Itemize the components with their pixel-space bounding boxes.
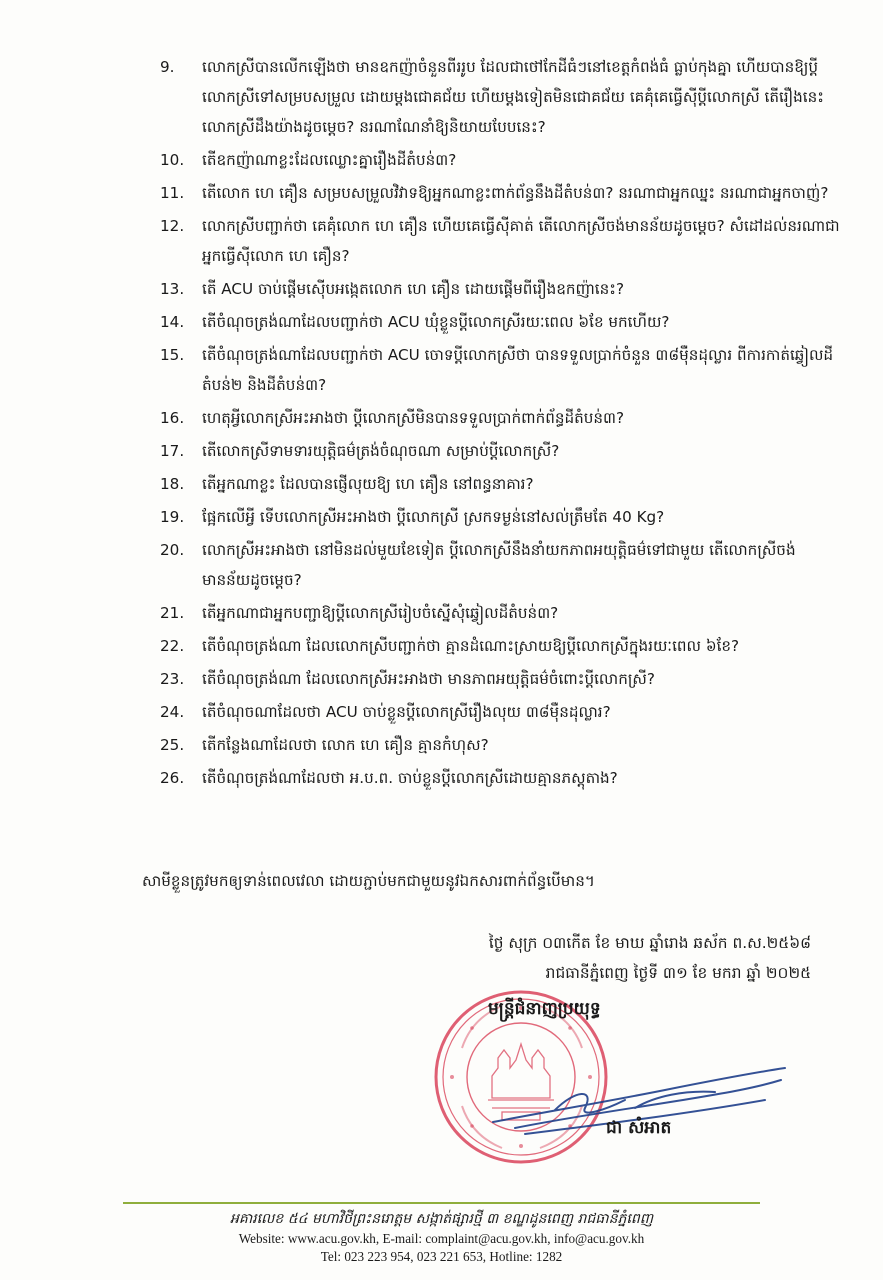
question-number: 11. bbox=[160, 184, 185, 202]
question-item bbox=[160, 535, 840, 595]
question-item bbox=[160, 403, 840, 433]
question-text: តើកន្លែងណាដែលថា លោក ហេ គឿន គ្មានកំហុស? bbox=[202, 736, 489, 754]
footer-contacts: Website: www.acu.gov.kh, E-mail: complaint@acu.gov.kh, info@acu.gov.kh bbox=[238, 1231, 645, 1246]
question-number: 10. bbox=[160, 151, 185, 169]
question-number: 18. bbox=[160, 475, 185, 493]
question-text: ហេតុអ្វីលោកស្រីអះអាងថា ប្ដីលោកស្រីមិនបានទទួលប្រាក់ពាក់ព័ន្ធដីតំបន់៣? bbox=[202, 409, 625, 427]
question-text: តើចំណុចត្រង់ណាដែលបញ្ជាក់ថា ACU ឃុំខ្លួនប្ដីលោកស្រីរយៈពេល ៦ខែ មកហើយ? bbox=[202, 313, 670, 331]
footer-address: អគារលេខ ៥៤ មហាវិថីព្រះនរោត្តម សង្កាត់ផ្សារថ្មី ៣ ខណ្ឌដូនពេញ រាជធានីភ្នំពេញ bbox=[229, 1211, 654, 1227]
question-item bbox=[160, 697, 840, 727]
question-item bbox=[160, 502, 840, 532]
footer-phone: Tel: 023 223 954, 023 221 653, Hotline: 1282 bbox=[320, 1249, 563, 1264]
question-text: តើចំណុចត្រង់ណាដែលថា អ.ប.ព. ចាប់ខ្លួនប្ដីលោកស្រីដោយគ្មានភស្តុតាង? bbox=[202, 769, 618, 787]
solar-date: រាជធានីភ្នំពេញ ថ្ងៃទី ៣១ ខែ មករា ឆ្នាំ ២០២៥ bbox=[545, 964, 811, 982]
question-item bbox=[160, 178, 840, 208]
question-text: លោកស្រីបញ្ជាក់ថា គេគុំលោក ហេ គឿន ហើយគេធ្វើស៊ីគាត់ តើលោកស្រីចង់មានន័យដូចម្ដេច? សំដៅដល់នរណាជាអ្នកធ្វើស៊ីលោក ហេ គឿន? bbox=[202, 217, 840, 265]
question-number: 9. bbox=[160, 58, 175, 76]
question-item bbox=[160, 469, 840, 499]
question-item bbox=[160, 307, 840, 337]
question-text: តើចំណុចណាដែលថា ACU ចាប់ខ្លួនប្ដីលោកស្រីរឿងលុយ ៣៨ម៉ឺនដុល្លារ? bbox=[202, 703, 611, 721]
question-number: 20. bbox=[160, 541, 185, 559]
question-item bbox=[160, 145, 840, 175]
question-text: ផ្អែកលើអ្វី ទើបលោកស្រីអះអាងថា ប្ដីលោកស្រី ស្រកទម្ងន់នៅសល់ត្រឹមតែ 40 Kg? bbox=[202, 508, 665, 526]
question-number: 22. bbox=[160, 637, 185, 655]
lunar-date: ថ្ងៃ សុក្រ ០៣កើត ខែ មាឃ ឆ្នាំរោង ឆស័ក ព.ស.២៥៦៨ bbox=[488, 934, 811, 952]
question-item bbox=[160, 52, 840, 142]
signatory-name: ជា សំអាត bbox=[606, 1118, 672, 1138]
question-item bbox=[160, 436, 840, 466]
question-text: តើចំណុចត្រង់ណា ដែលលោកស្រីអះអាងថា មានភាពអយុត្តិធម៌ចំពោះប្ដីលោកស្រី? bbox=[202, 670, 655, 688]
question-text: តើលោក ហេ គឿន សម្របសម្រួលវិវាទឱ្យអ្នកណាខ្លះពាក់ព័ន្ធនឹងដីតំបន់៣? នរណាជាអ្នកឈ្នះ នរណាជាអ្នកចាញ់? bbox=[202, 184, 829, 202]
question-text: តើចំណុចត្រង់ណាដែលបញ្ជាក់ថា ACU ចោទប្ដីលោកស្រីថា បានទទួលប្រាក់ចំនួន ៣៨ម៉ឺនដុល្លារ ពីការកាត់ឆ្វៀលដីតំបន់២ និងដីតំបន់៣? bbox=[202, 346, 834, 394]
question-number: 24. bbox=[160, 703, 185, 721]
question-text: តើលោកស្រីទាមទារយុត្តិធម៌ត្រង់ចំណុចណា សម្រាប់ប្ដីលោកស្រី? bbox=[202, 442, 560, 460]
question-number: 14. bbox=[160, 313, 185, 331]
question-item bbox=[160, 730, 840, 760]
question-number: 13. bbox=[160, 280, 185, 298]
closing-instruction: សាមីខ្លួនត្រូវមកឲ្យទាន់ពេលវេលា ដោយភ្ជាប់មកជាមួយនូវឯកសារពាក់ព័ន្ធបើមាន។ bbox=[142, 872, 595, 890]
question-text: តើអ្នកណាជាអ្នកបញ្ជាឱ្យប្ដីលោកស្រីរៀបចំស្នើសុំឆ្វៀលដីតំបន់៣? bbox=[202, 604, 559, 622]
question-text: តើឧកញ៉ាណាខ្លះដែលឈ្លោះគ្នារឿងដីតំបន់៣? bbox=[202, 151, 457, 169]
question-item bbox=[160, 664, 840, 694]
signatory-title: មន្ត្រីជំនាញប្រយុទ្ធ bbox=[488, 999, 601, 1019]
footer-divider bbox=[123, 1202, 760, 1204]
question-number: 26. bbox=[160, 769, 185, 787]
question-text: លោកស្រីអះអាងថា នៅមិនដល់មួយខែទៀត ប្ដីលោកស្រីនឹងនាំយកភាពអយុត្តិធម៌ទៅជាមួយ តើលោកស្រីចង់មានន័យដូចម្ដេច? bbox=[202, 541, 796, 589]
question-number: 17. bbox=[160, 442, 185, 460]
question-number: 25. bbox=[160, 736, 185, 754]
question-number: 12. bbox=[160, 217, 185, 235]
footer bbox=[123, 1208, 760, 1266]
question-number: 21. bbox=[160, 604, 185, 622]
question-number: 15. bbox=[160, 346, 185, 364]
question-number: 23. bbox=[160, 670, 185, 688]
question-item bbox=[160, 631, 840, 661]
question-text: តើអ្នកណាខ្លះ ដែលបានផ្ញើលុយឱ្យ ហេ គឿន នៅពន្ធនាគារ? bbox=[202, 475, 534, 493]
question-item bbox=[160, 274, 840, 304]
question-item bbox=[160, 211, 840, 271]
question-number: 19. bbox=[160, 508, 185, 526]
date-block bbox=[489, 928, 811, 988]
question-text: តើចំណុចត្រង់ណា ដែលលោកស្រីបញ្ជាក់ថា គ្មានដំណោះស្រាយឱ្យប្ដីលោកស្រីក្នុងរយៈពេល ៦ខែ? bbox=[202, 637, 740, 655]
question-text: លោកស្រីបានលើកឡើងថា មានឧកញ៉ាចំនួនពីររូប ដែលជាថៅកែដីធំៗនៅខេត្តកំពង់ធំ ធ្លាប់កុងគ្នា ហើយបានឱ្យប្ដីលោកស្រីទៅសម្របសម្រួល ដោយម្ដងជោគជ័យ ហើយម្ដងទៀតមិនជោគជ័យ គេគុំគេធ្វើស៊ីប្ដីលោកស្រី តើរឿងនេះលោកស្រីដឹងយ៉ាងដូចម្ដេច? នរណាណែនាំឱ្យនិយាយបែបនេះ? bbox=[202, 58, 824, 136]
question-list bbox=[160, 52, 840, 796]
question-item bbox=[160, 763, 840, 793]
question-item bbox=[160, 598, 840, 628]
question-number: 16. bbox=[160, 409, 185, 427]
question-item bbox=[160, 340, 840, 400]
question-text: តើ ACU ចាប់ផ្ដើមស៊ើបអង្កេតលោក ហេ គឿន ដោយផ្ដើមពីរឿងឧកញ៉ានេះ? bbox=[202, 280, 625, 298]
